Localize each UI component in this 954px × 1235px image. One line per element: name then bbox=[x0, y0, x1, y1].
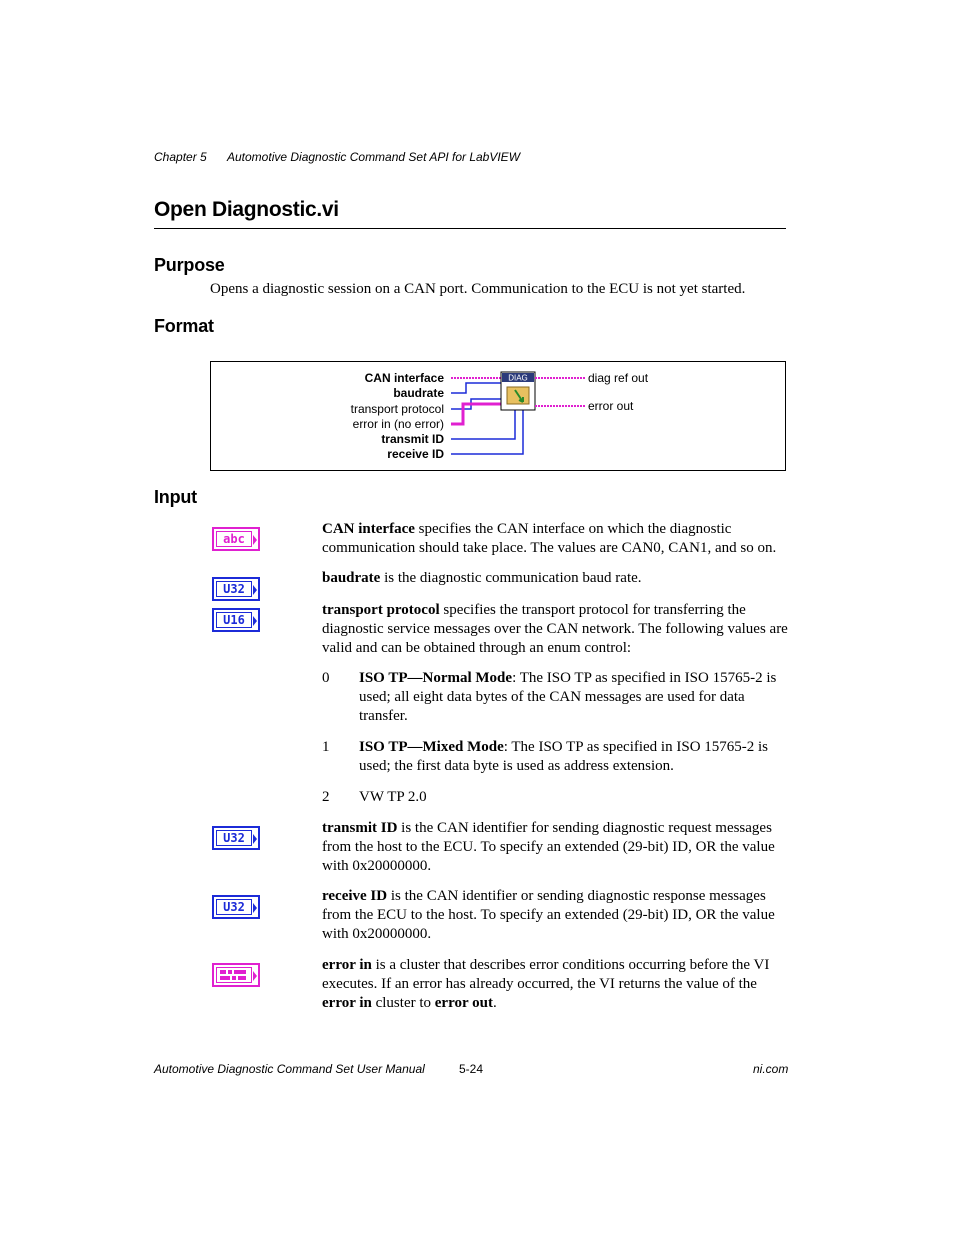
title-rule bbox=[154, 228, 786, 229]
enum-item-mixed-mode bbox=[359, 738, 787, 776]
purpose-text: Opens a diagnostic session on a CAN port. Communication to the ECU is not yet started. bbox=[210, 281, 746, 297]
param-name: receive ID bbox=[322, 888, 388, 904]
param-transmit-id bbox=[322, 819, 788, 876]
terminal-label-error-out: error out bbox=[588, 399, 634, 413]
param-name: transmit ID bbox=[322, 820, 398, 836]
wire-error-in bbox=[451, 404, 501, 424]
terminal-label-transport-protocol: transport protocol bbox=[350, 402, 444, 416]
enum-number: 0 bbox=[322, 670, 330, 686]
enum-desc: : The ISO TP as specified in ISO 15765-2 is used; all eight data bytes of the CAN messages are used for data transfer. bbox=[359, 670, 777, 724]
terminal-label-transmit-id: transmit ID bbox=[381, 432, 444, 446]
param-desc: is the CAN identifier or sending diagnostic response messages from the ECU to the host. To specify an extended (29-bit) ID, OR the value with 0x20000000. bbox=[322, 888, 775, 942]
enum-name: ISO TP—Normal Mode bbox=[359, 670, 513, 686]
u32-terminal-icon-text: U32 bbox=[216, 899, 252, 915]
format-heading: Format bbox=[154, 316, 214, 336]
terminal-label-baudrate: baudrate bbox=[393, 386, 444, 400]
string-terminal-icon bbox=[212, 527, 260, 551]
param-desc: is the CAN identifier for sending diagnostic request messages from the host to the ECU. To specify an extended (29-bit) ID, OR the value with 0x20000000. bbox=[322, 820, 775, 874]
param-transport-protocol bbox=[322, 601, 788, 658]
chapter-label: Chapter 5 bbox=[154, 150, 207, 164]
param-desc: is the diagnostic communication baud rate. bbox=[380, 570, 642, 586]
running-header bbox=[154, 150, 521, 164]
wire-baudrate bbox=[451, 383, 501, 393]
param-desc: specifies the CAN interface on which the diagnostic communication should take place. The values are CAN0, CAN1, and so on. bbox=[322, 521, 777, 556]
enum-desc: VW TP 2.0 bbox=[359, 789, 427, 805]
enum-item-vw-tp bbox=[359, 788, 787, 807]
enum-item-normal-mode bbox=[359, 669, 787, 726]
enum-number: 1 bbox=[322, 739, 330, 755]
param-desc: cluster to bbox=[371, 995, 435, 1011]
footer-page-number: 5-24 bbox=[459, 1062, 484, 1076]
param-name: CAN interface bbox=[322, 521, 415, 537]
u32-terminal-icon-text: U32 bbox=[216, 830, 252, 846]
string-terminal-icon-text: abc bbox=[216, 531, 252, 547]
u32-terminal-icon-text: U32 bbox=[216, 581, 252, 597]
terminal-label-receive-id: receive ID bbox=[387, 447, 444, 461]
enum-desc: : The ISO TP as specified in ISO 15765-2 is used; the first data byte is used as address extension. bbox=[359, 739, 769, 774]
param-name: baudrate bbox=[322, 570, 381, 586]
param-baudrate bbox=[322, 569, 788, 588]
u16-terminal-icon-text: U16 bbox=[216, 612, 252, 628]
param-name: error in bbox=[322, 957, 372, 973]
cluster-terminal-icon-body bbox=[216, 967, 252, 983]
param-name-ref: error out bbox=[434, 995, 493, 1011]
cluster-glyph-icon bbox=[219, 968, 249, 982]
u16-terminal-icon bbox=[212, 608, 260, 632]
param-receive-id bbox=[322, 887, 788, 944]
u32-terminal-icon bbox=[212, 826, 260, 850]
u32-terminal-icon bbox=[212, 577, 260, 601]
chapter-title: Automotive Diagnostic Command Set API for LabVIEW bbox=[227, 150, 521, 164]
cluster-terminal-icon bbox=[212, 963, 260, 987]
page-title: Open Diagnostic.vi bbox=[154, 198, 339, 221]
connector-pane-diagram bbox=[210, 361, 786, 471]
param-desc: . bbox=[492, 995, 497, 1011]
param-desc: is a cluster that describes error conditions occurring before the VI executes. If an error has already occurred, the VI returns the value of the bbox=[322, 957, 770, 992]
u32-terminal-icon bbox=[212, 895, 260, 919]
purpose-heading: Purpose bbox=[154, 255, 225, 275]
enum-number: 2 bbox=[322, 789, 330, 805]
terminal-label-diag-ref-out: diag ref out bbox=[588, 371, 649, 385]
param-name-ref: error in bbox=[322, 995, 372, 1011]
vi-connector-diagram bbox=[211, 362, 785, 470]
param-name: transport protocol bbox=[322, 602, 440, 618]
terminal-label-error-in: error in (no error) bbox=[352, 417, 444, 431]
param-error-in bbox=[322, 956, 788, 1013]
param-can-interface bbox=[322, 520, 788, 558]
param-desc: specifies the transport protocol for transferring the diagnostic service messages over the CAN network. The following values are valid and can be obtained through an enum control: bbox=[322, 602, 788, 656]
terminal-label-can-interface: CAN interface bbox=[364, 371, 444, 385]
input-heading: Input bbox=[154, 487, 197, 507]
footer-website: ni.com bbox=[753, 1062, 789, 1076]
footer-manual-title: Automotive Diagnostic Command Set User Manual bbox=[154, 1062, 425, 1076]
vi-icon-label: DIAG bbox=[508, 373, 528, 383]
enum-name: ISO TP—Mixed Mode bbox=[359, 739, 504, 755]
